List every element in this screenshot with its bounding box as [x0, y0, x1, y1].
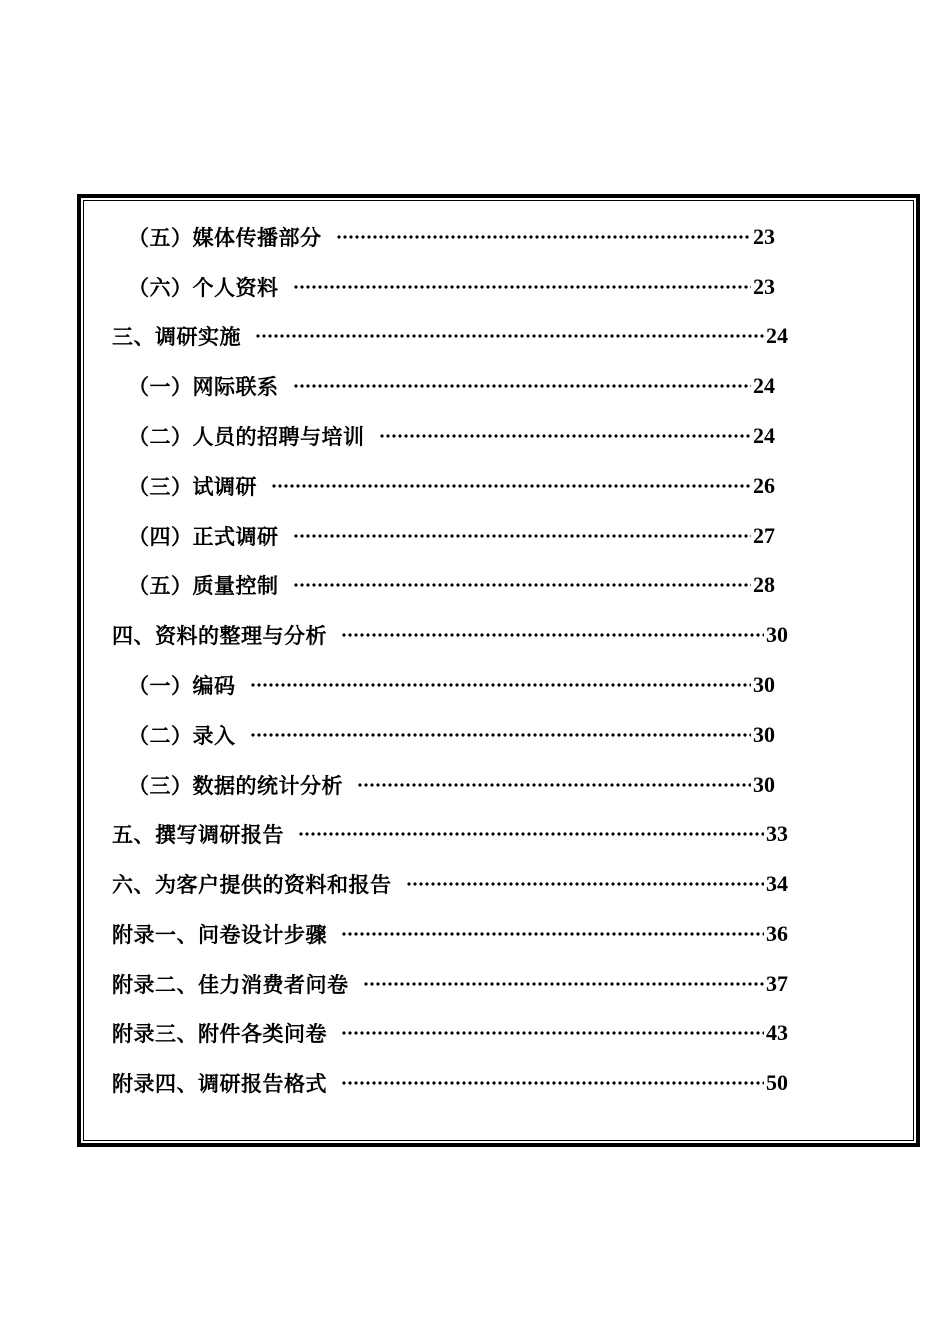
toc-entry-label: （一）网际联系: [128, 374, 279, 399]
toc-leader-dots: [250, 683, 752, 687]
toc-page-number: 23: [753, 274, 775, 299]
toc-entry-label: （五）媒体传播部分: [128, 225, 322, 250]
toc-leader-dots: [357, 783, 751, 787]
toc-entry-label: （六）个人资料: [128, 275, 279, 300]
toc-entry-label: 四、资料的整理与分析: [112, 623, 327, 648]
toc-entry[interactable]: [112, 617, 788, 653]
toc-page-number: 34: [766, 871, 788, 896]
toc-leader-dots: [341, 1081, 764, 1085]
toc-entry[interactable]: [112, 866, 788, 902]
toc-leader-dots: [379, 434, 752, 438]
toc-page-number: 33: [766, 821, 788, 846]
toc-leader-dots: [271, 484, 751, 488]
toc-leader-dots: [298, 832, 764, 836]
toc-entry-label: （三）数据的统计分析: [128, 773, 343, 798]
toc-entry-label: （一）编码: [128, 673, 236, 698]
toc-page-number: 36: [766, 921, 788, 946]
toc-entry[interactable]: [128, 767, 775, 803]
toc-entry[interactable]: [112, 916, 788, 952]
toc-entry[interactable]: [128, 717, 775, 753]
toc-leader-dots: [293, 384, 752, 388]
toc-entry[interactable]: [128, 567, 775, 603]
toc-entry-label: 附录三、附件各类问卷: [112, 1021, 327, 1046]
toc-page-number: 43: [766, 1020, 788, 1045]
toc-entry[interactable]: [128, 418, 775, 454]
toc-page-number: 27: [753, 523, 775, 548]
toc-leader-dots: [341, 1031, 764, 1035]
toc-entry-label: 附录一、问卷设计步骤: [112, 922, 327, 947]
toc-leader-dots: [293, 534, 752, 538]
toc-page-number: 30: [753, 772, 775, 797]
toc-page-number: 30: [766, 622, 788, 647]
toc-entry[interactable]: [112, 966, 788, 1002]
toc-entry-label: （三）试调研: [128, 474, 257, 499]
toc-leader-dots: [293, 285, 752, 289]
toc-entry[interactable]: [128, 219, 775, 255]
toc-page-number: 37: [766, 971, 788, 996]
toc-page-number: 26: [753, 473, 775, 498]
toc-page-number: 24: [753, 423, 775, 448]
toc-entry[interactable]: [112, 816, 788, 852]
toc-leader-dots: [341, 932, 764, 936]
toc-page-number: 50: [766, 1070, 788, 1095]
toc-entry-label: 附录四、调研报告格式: [112, 1071, 327, 1096]
toc-entry[interactable]: [128, 368, 775, 404]
toc-entry-label: （二）录入: [128, 723, 236, 748]
toc-page-number: 28: [753, 572, 775, 597]
toc-entry-label: （四）正式调研: [128, 524, 279, 549]
toc-page-number: 24: [753, 373, 775, 398]
toc-page-number: 30: [753, 722, 775, 747]
toc-leader-dots: [363, 982, 765, 986]
toc-entry-label: （二）人员的招聘与培训: [128, 424, 365, 449]
toc-entry[interactable]: [112, 1015, 788, 1051]
toc-entry-label: （五）质量控制: [128, 573, 279, 598]
toc-page-number: 24: [766, 323, 788, 348]
toc-entry[interactable]: [128, 518, 775, 554]
toc-entry[interactable]: [128, 269, 775, 305]
toc-leader-dots: [336, 235, 752, 239]
toc-leader-dots: [293, 583, 752, 587]
toc-entry[interactable]: [128, 667, 775, 703]
toc-leader-dots: [255, 334, 764, 338]
toc-page-number: 23: [753, 224, 775, 249]
toc-entry-label: 三、调研实施: [112, 324, 241, 349]
toc-leader-dots: [341, 633, 764, 637]
toc-entry-label: 六、为客户提供的资料和报告: [112, 872, 392, 897]
toc-entry[interactable]: [112, 1065, 788, 1101]
toc-leader-dots: [406, 882, 765, 886]
toc-leader-dots: [250, 733, 752, 737]
toc-entry-label: 附录二、佳力消费者问卷: [112, 972, 349, 997]
toc-entry[interactable]: [112, 318, 788, 354]
toc-entry[interactable]: [128, 468, 775, 504]
toc-entry-label: 五、撰写调研报告: [112, 822, 284, 847]
toc-page-number: 30: [753, 672, 775, 697]
